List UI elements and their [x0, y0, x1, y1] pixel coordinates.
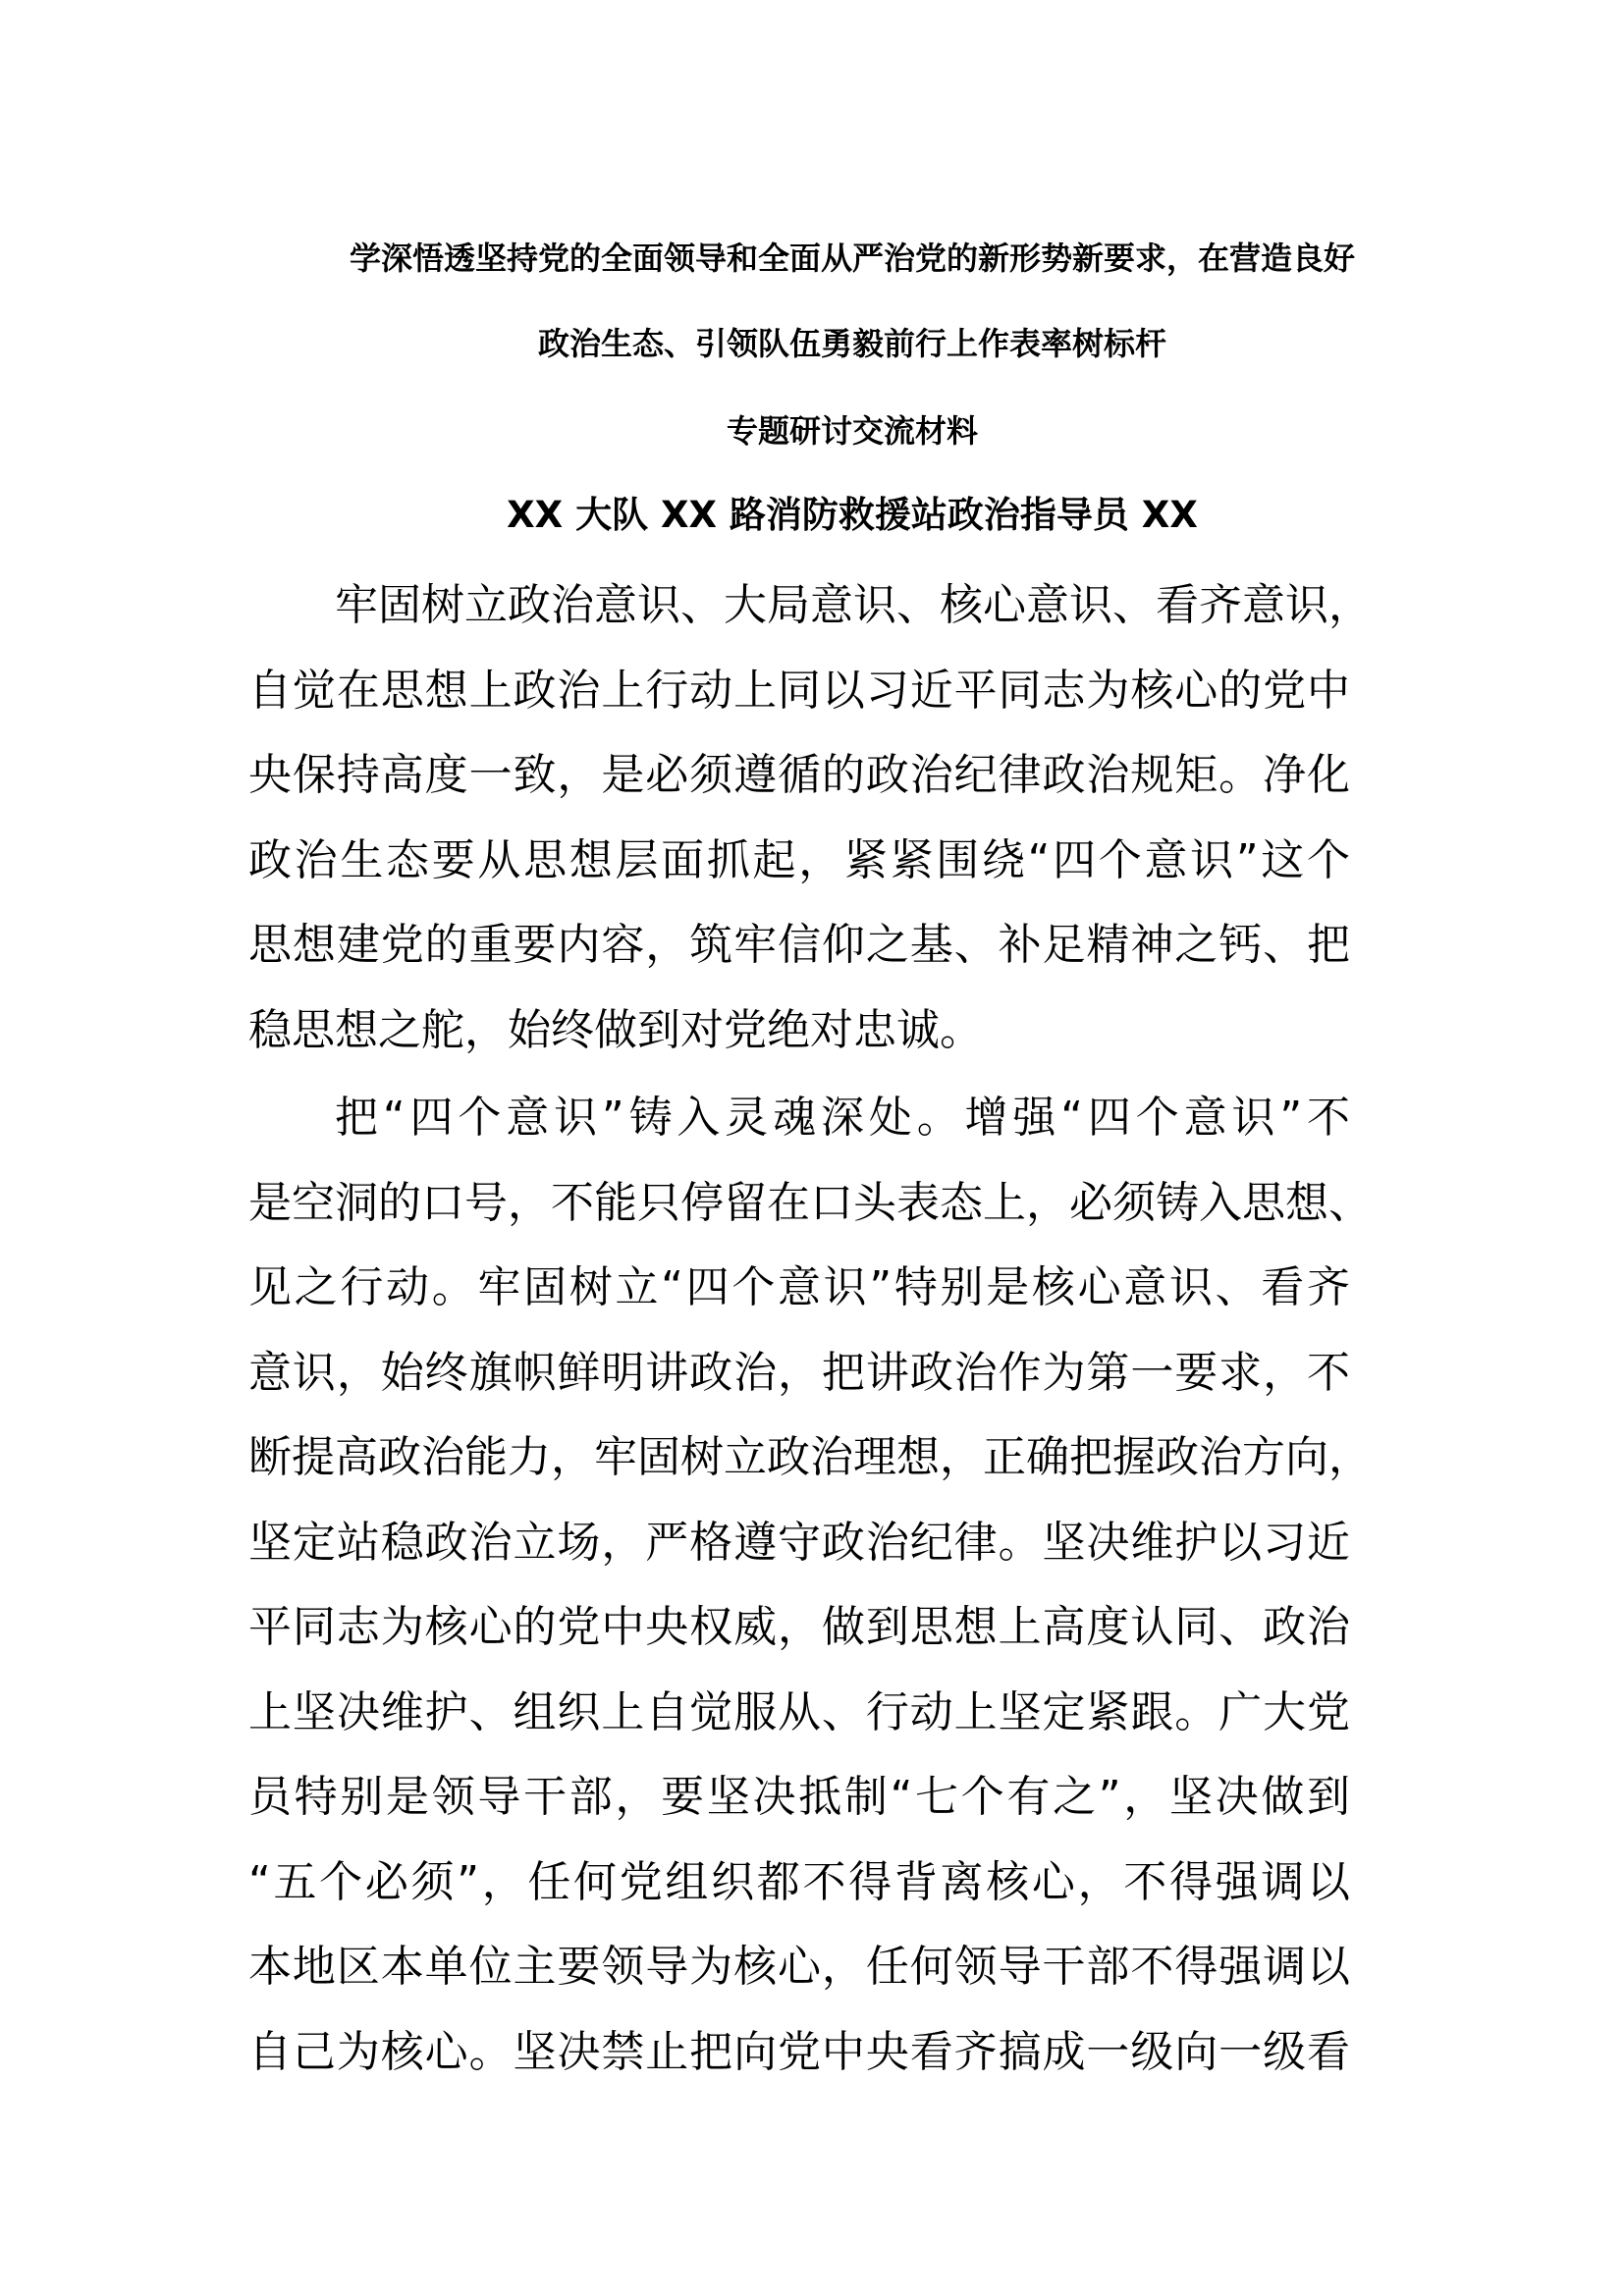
- paragraph-line: 把“四个意识”铸入灵魂深处。增强“四个意识”不: [335, 1093, 1350, 1143]
- paragraph-line: 坚定站稳政治立场，严格遵守政治纪律。坚决维护以习近: [248, 1517, 1350, 1568]
- paragraph-line: 思想建党的重要内容，筑牢信仰之基、补足精神之钙、把: [248, 920, 1350, 970]
- paragraph-line: 政治生态要从思想层面抓起，紧紧围绕“四个意识”这个: [248, 834, 1350, 885]
- paragraph-line: 自己为核心。坚决禁止把向党中央看齐搞成一级向一级看: [248, 2026, 1350, 2077]
- document-body: [248, 563, 1372, 2098]
- title-line-2: 政治生态、引领队伍勇毅前行上作表率树标杆: [537, 325, 1166, 362]
- author-line: XX 大队 XX 路消防救援站政治指导员 XX: [507, 494, 1198, 536]
- paragraph-line: 意识，始终旗帜鲜明讲政治，把讲政治作为第一要求，不: [248, 1347, 1350, 1398]
- paragraph-line: 断提高政治能力，牢固树立政治理想，正确把握政治方向，: [248, 1432, 1372, 1482]
- paragraph: [248, 563, 1372, 1073]
- paragraph-line: 是空洞的口号，不能只停留在口头表态上，必须铸入思想、: [248, 1177, 1372, 1228]
- paragraph-line: 牢固树立政治意识、大局意识、核心意识、看齐意识，: [335, 580, 1372, 630]
- subtitle: 专题研讨交流材料: [726, 412, 978, 450]
- paragraph-line: “五个必须”，任何党组织都不得背离核心，不得强调以: [248, 1856, 1350, 1907]
- paragraph-line: 上坚决维护、组织上自觉服从、行动上坚定紧跟。广大党: [248, 1686, 1350, 1737]
- paragraph-line: 自觉在思想上政治上行动上同以习近平同志为核心的党中: [248, 665, 1350, 716]
- paragraph-line: 见之行动。牢固树立“四个意识”特别是核心意识、看齐: [248, 1262, 1350, 1312]
- paragraph: [248, 1076, 1372, 2095]
- paragraph-line: 央保持高度一致，是必须遵循的政治纪律政治规矩。净化: [248, 750, 1350, 800]
- paragraph-line: 员特别是领导干部，要坚决抵制“七个有之”，坚决做到: [248, 1772, 1350, 1822]
- paragraph-line: 平同志为核心的党中央权威，做到思想上高度认同、政治: [248, 1602, 1350, 1652]
- paragraph-line: 稳思想之舵，始终做到对党绝对忠诚。: [248, 1004, 983, 1055]
- title-line-1: 学深悟透坚持党的全面领导和全面从严治党的新形势新要求，在营造良好: [349, 240, 1355, 277]
- paragraph-line: 本地区本单位主要领导为核心，任何领导干部不得强调以: [248, 1942, 1350, 1992]
